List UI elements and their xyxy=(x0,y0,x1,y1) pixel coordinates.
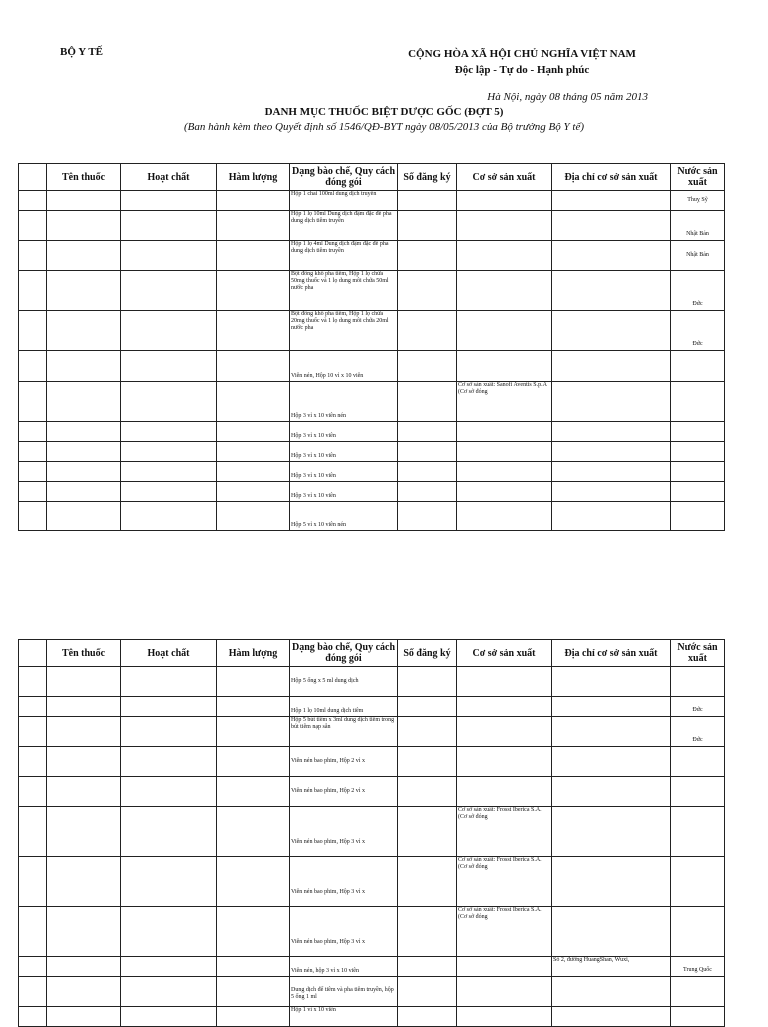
manufacturer-cell xyxy=(457,977,552,1007)
packaging-cell: Bột đông khô pha tiêm, Hộp 1 lọ chứa 50mg thuốc và 1 lọ dung môi chứa 50ml nước pha xyxy=(290,271,398,311)
country-cell: Nhật Bản xyxy=(671,211,725,241)
table-row xyxy=(19,382,725,422)
table-row xyxy=(19,351,725,382)
manufacturer-cell xyxy=(457,422,552,442)
col-header-manufacturer: Cơ sở sản xuất xyxy=(457,640,552,667)
packaging-cell: Hộp 1 vỉ x 10 viên xyxy=(290,1007,398,1027)
issue-date: Hà Nội, ngày 08 tháng 05 năm 2013 xyxy=(487,91,648,103)
country-cell xyxy=(671,482,725,502)
drug-table-2 xyxy=(18,639,725,1027)
address-cell xyxy=(552,211,671,241)
address-cell xyxy=(552,382,671,422)
packaging-cell: Viên nén, Hộp 10 vỉ x 10 viên xyxy=(290,351,398,382)
address-cell xyxy=(552,717,671,747)
address-cell xyxy=(552,777,671,807)
table-row xyxy=(19,697,725,717)
manufacturer-cell xyxy=(457,667,552,697)
address-cell xyxy=(552,697,671,717)
packaging-cell: Hộp 5 bút tiêm x 3ml dung dịch tiêm trong bút tiêm nạp sẵn xyxy=(290,717,398,747)
country-cell xyxy=(671,462,725,482)
address-cell xyxy=(552,907,671,957)
address-cell xyxy=(552,271,671,311)
table-row xyxy=(19,442,725,462)
address-cell xyxy=(552,241,671,271)
packaging-cell: Dung dịch để tiêm và pha tiêm truyền, hộp 5 ống 1 ml xyxy=(290,977,398,1007)
manufacturer-cell: Cơ sở sản xuất: Frosst Iberica S.A. (Cơ sở đóng xyxy=(457,807,552,857)
address-cell xyxy=(552,442,671,462)
col-header-strength: Hàm lượng xyxy=(217,640,290,667)
packaging-cell: Hộp 3 vỉ x 10 viên xyxy=(290,442,398,462)
table-row xyxy=(19,502,725,531)
packaging-cell: Hộp 1 lọ 10ml Dung dịch đậm đặc để pha dung dịch tiêm truyền xyxy=(290,211,398,241)
country-cell xyxy=(671,977,725,1007)
manufacturer-cell xyxy=(457,502,552,531)
address-cell xyxy=(552,482,671,502)
packaging-cell: Hộp 1 lọ 4ml Dung dịch đậm đặc để pha dung dịch tiêm truyền xyxy=(290,241,398,271)
packaging-cell: Hộp 3 vỉ x 10 viên nén xyxy=(290,382,398,422)
address-cell xyxy=(552,502,671,531)
manufacturer-cell xyxy=(457,442,552,462)
country-cell: Trung Quốc xyxy=(671,957,725,977)
packaging-cell: Hộp 3 vỉ x 10 viên xyxy=(290,482,398,502)
packaging-cell: Viên nén bao phim, Hộp 3 vỉ x xyxy=(290,907,398,957)
address-cell xyxy=(552,807,671,857)
col-header-dosage-form: Dạng bào chế, Quy cách đóng gói xyxy=(290,640,398,667)
country-cell xyxy=(671,667,725,697)
packaging-cell: Bột đông khô pha tiêm, Hộp 1 lọ chứa 20mg thuốc và 1 lọ dung môi chứa 20ml nước pha xyxy=(290,311,398,351)
col-header-manufacturer-address: Địa chỉ cơ sở sản xuất xyxy=(552,164,671,191)
packaging-cell: Viên nén bao phim, Hộp 3 vỉ x xyxy=(290,807,398,857)
address-cell xyxy=(552,351,671,382)
col-header-index xyxy=(19,640,47,667)
packaging-cell: Viên nén bao phim, Hộp 3 vỉ x xyxy=(290,857,398,907)
country-cell xyxy=(671,857,725,907)
table-row xyxy=(19,977,725,1007)
country-cell xyxy=(671,807,725,857)
republic-header xyxy=(372,46,672,78)
address-cell xyxy=(552,422,671,442)
address-cell xyxy=(552,462,671,482)
national-motto: Độc lập - Tự do - Hạnh phúc xyxy=(454,64,590,76)
document-subtitle: (Ban hành kèm theo Quyết định số 1546/QĐ-BYT ngày 08/05/2013 của Bộ trưởng Bộ Y tế) xyxy=(184,121,584,133)
packaging-cell: Hộp 3 vỉ x 10 viên xyxy=(290,462,398,482)
col-header-country: Nước sản xuất xyxy=(671,640,725,667)
country-cell xyxy=(671,907,725,957)
manufacturer-cell xyxy=(457,697,552,717)
manufacturer-cell xyxy=(457,777,552,807)
country-cell: Đức xyxy=(671,717,725,747)
country-cell xyxy=(671,382,725,422)
manufacturer-cell xyxy=(457,211,552,241)
address-cell xyxy=(552,667,671,697)
packaging-cell: Hộp 5 vỉ x 10 viên nén xyxy=(290,502,398,531)
table-row xyxy=(19,191,725,211)
address-cell xyxy=(552,857,671,907)
col-header-index xyxy=(19,164,47,191)
packaging-cell: Hộp 5 ống x 5 ml dung dịch xyxy=(290,667,398,697)
country-cell xyxy=(671,351,725,382)
country-cell xyxy=(671,502,725,531)
manufacturer-cell xyxy=(457,241,552,271)
col-header-active-ingredient: Hoạt chất xyxy=(121,164,217,191)
col-header-manufacturer-address: Địa chỉ cơ sở sản xuất xyxy=(552,640,671,667)
manufacturer-cell xyxy=(457,271,552,311)
table-row xyxy=(19,907,725,957)
address-cell: Số 2, đường HuangShan, Wuxi, xyxy=(552,957,671,977)
col-header-manufacturer: Cơ sở sản xuất xyxy=(457,164,552,191)
address-cell xyxy=(552,311,671,351)
table-row xyxy=(19,462,725,482)
manufacturer-cell xyxy=(457,311,552,351)
country-cell: Thuỵ Sỹ xyxy=(671,191,725,211)
address-cell xyxy=(552,191,671,211)
table-row xyxy=(19,241,725,271)
address-cell xyxy=(552,747,671,777)
table-row xyxy=(19,747,725,777)
col-header-drug-name: Tên thuốc xyxy=(47,640,121,667)
table-row xyxy=(19,667,725,697)
table-header-row xyxy=(19,164,725,191)
col-header-drug-name: Tên thuốc xyxy=(47,164,121,191)
packaging-cell: Viên nén bao phim, Hộp 2 vỉ x xyxy=(290,747,398,777)
document-title: DANH MỤC THUỐC BIỆT DƯỢC GỐC (ĐỢT 5) xyxy=(264,106,504,118)
drug-table-1 xyxy=(18,163,725,531)
manufacturer-cell xyxy=(457,717,552,747)
col-header-registration-no: Số đăng ký xyxy=(398,640,457,667)
ministry-name: BỘ Y TẾ xyxy=(60,46,103,58)
table-row xyxy=(19,957,725,977)
manufacturer-cell xyxy=(457,957,552,977)
manufacturer-cell xyxy=(457,351,552,382)
republic-name: CỘNG HÒA XÃ HỘI CHỦ NGHĨA VIỆT NAM xyxy=(408,48,636,60)
table-row xyxy=(19,777,725,807)
packaging-cell: Hộp 1 chai 100ml dung dịch truyền xyxy=(290,191,398,211)
manufacturer-cell: Cơ sở sản xuất: Frosst Iberica S.A. (Cơ sở đóng xyxy=(457,857,552,907)
col-header-dosage-form: Dạng bào chế, Quy cách đóng gói xyxy=(290,164,398,191)
packaging-cell: Hộp 3 vỉ x 10 viên xyxy=(290,422,398,442)
col-header-active-ingredient: Hoạt chất xyxy=(121,640,217,667)
table-row xyxy=(19,482,725,502)
country-cell: Đức xyxy=(671,271,725,311)
packaging-cell: Viên nén, hộp 3 vỉ x 10 viên xyxy=(290,957,398,977)
table-row xyxy=(19,857,725,907)
manufacturer-cell: Cơ sở sản xuất: Sanofi Aventis S.p.A (Cơ sở đóng xyxy=(457,382,552,422)
table-row xyxy=(19,271,725,311)
country-cell: Đức xyxy=(671,311,725,351)
country-cell: Đức xyxy=(671,697,725,717)
col-header-registration-no: Số đăng ký xyxy=(398,164,457,191)
manufacturer-cell xyxy=(457,462,552,482)
table-row xyxy=(19,807,725,857)
packaging-cell: Viên nén bao phim, Hộp 2 vỉ x xyxy=(290,777,398,807)
manufacturer-cell: Cơ sở sản xuất: Frosst Iberica S.A. (Cơ sở đóng xyxy=(457,907,552,957)
table-row xyxy=(19,311,725,351)
country-cell xyxy=(671,422,725,442)
col-header-strength: Hàm lượng xyxy=(217,164,290,191)
col-header-country: Nước sản xuất xyxy=(671,164,725,191)
manufacturer-cell xyxy=(457,482,552,502)
table-header-row xyxy=(19,640,725,667)
packaging-cell: Hộp 1 lọ 10ml dung dịch tiêm xyxy=(290,697,398,717)
table-row xyxy=(19,211,725,241)
manufacturer-cell xyxy=(457,747,552,777)
table-row xyxy=(19,717,725,747)
country-cell xyxy=(671,442,725,462)
manufacturer-cell xyxy=(457,191,552,211)
country-cell xyxy=(671,747,725,777)
country-cell xyxy=(671,777,725,807)
table-row xyxy=(19,422,725,442)
country-cell: Nhật Bản xyxy=(671,241,725,271)
address-cell xyxy=(552,977,671,1007)
